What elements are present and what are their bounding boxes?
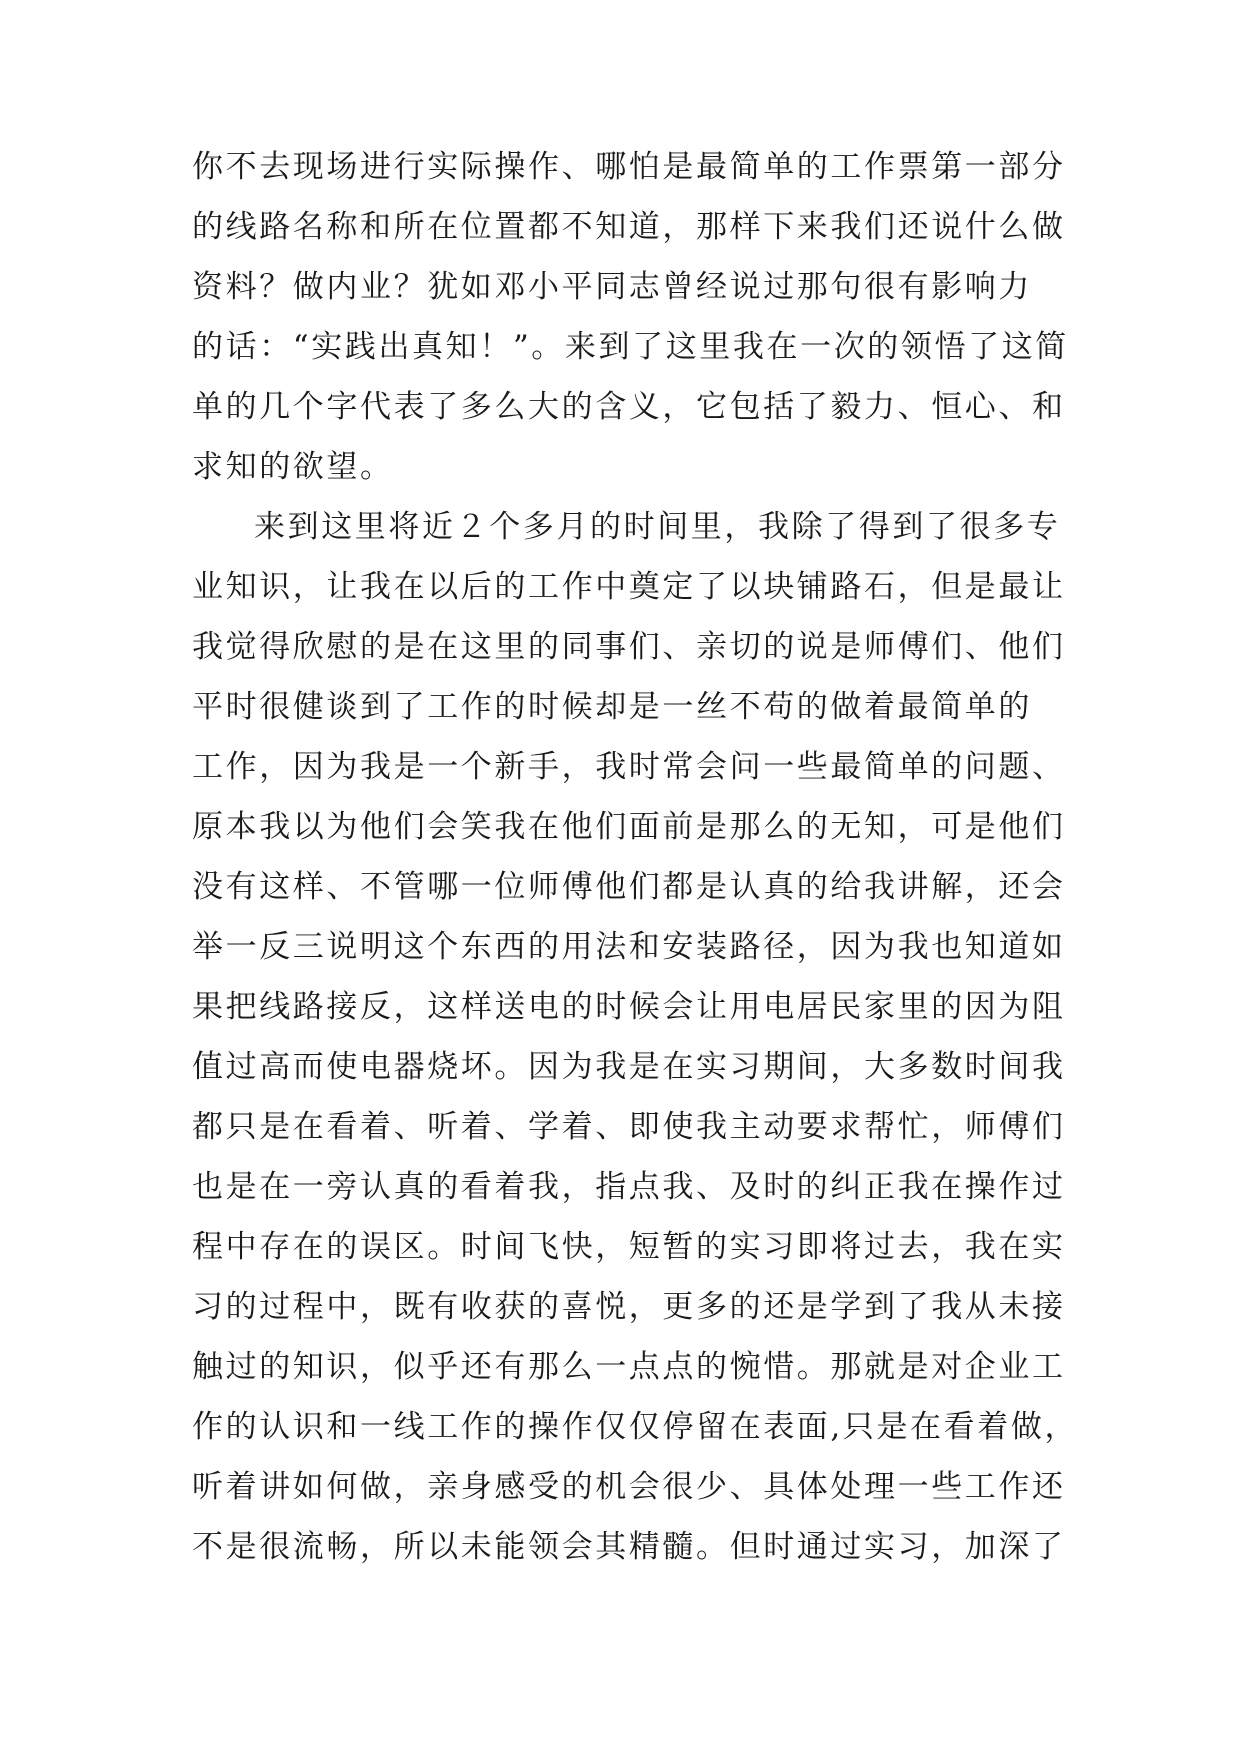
text-line: 举一反三说明这个东西的用法和安装路径，因为我也知道如 [192, 929, 1066, 965]
text-line: 触过的知识，似乎还有那么一点点的惋惜。那就是对企业工 [192, 1349, 1066, 1385]
text-line: 也是在一旁认真的看着我，指点我、及时的纠正我在操作过 [192, 1169, 1066, 1205]
paragraph-1 [192, 137, 1072, 497]
text-line: 程中存在的误区。时间飞快，短暂的实习即将过去，我在实 [192, 1229, 1066, 1265]
text-line: 不是很流畅，所以未能领会其精髓。但时通过实习，加深了 [192, 1529, 1066, 1565]
text-line: 来到这里将近２个多月的时间里，我除了得到了很多专 [254, 509, 1061, 545]
text-line: 单的几个字代表了多么大的含义，它包括了毅力、恒心、和 [192, 389, 1066, 425]
text-line: 果把线路接反，这样送电的时候会让用电居民家里的因为阻 [192, 989, 1066, 1025]
text-line: 习的过程中，既有收获的喜悦，更多的还是学到了我从未接 [192, 1289, 1066, 1325]
text-line: 平时很健谈到了工作的时候却是一丝不苟的做着最简单的 [192, 689, 1032, 725]
text-line: 我觉得欣慰的是在这里的同事们、亲切的说是师傅们、他们 [192, 629, 1066, 665]
text-line: 业知识，让我在以后的工作中奠定了以块铺路石，但是最让 [192, 569, 1066, 605]
text-line: 的话：“实践出真知！”。来到了这里我在一次的领悟了这简 [192, 329, 1069, 365]
text-line: 你不去现场进行实际操作、哪怕是最简单的工作票第一部分 [192, 149, 1066, 185]
document-body [192, 137, 1079, 1577]
text-line: 工作，因为我是一个新手，我时常会问一些最简单的问题、 [192, 749, 1066, 785]
text-line: 听着讲如何做，亲身感受的机会很少、具体处理一些工作还 [192, 1469, 1066, 1505]
text-line: 原本我以为他们会笑我在他们面前是那么的无知，可是他们 [192, 809, 1066, 845]
text-line: 资料？做内业？犹如邓小平同志曾经说过那句很有影响力 [192, 269, 1032, 305]
text-line: 值过高而使电器烧坏。因为我是在实习期间，大多数时间我 [192, 1049, 1066, 1085]
text-line: 都只是在看着、听着、学着、即使我主动要求帮忙，师傅们 [192, 1109, 1066, 1145]
text-line: 没有这样、不管哪一位师傅他们都是认真的给我讲解，还会 [192, 869, 1066, 905]
text-line: 求知的欲望。 [192, 449, 394, 485]
text-line: 作的认识和一线工作的操作仅仅停留在表面,只是在看着做， [192, 1409, 1079, 1445]
text-line: 的线路名称和所在位置都不知道，那样下来我们还说什么做 [192, 209, 1066, 245]
paragraph-2 [192, 497, 1079, 1577]
